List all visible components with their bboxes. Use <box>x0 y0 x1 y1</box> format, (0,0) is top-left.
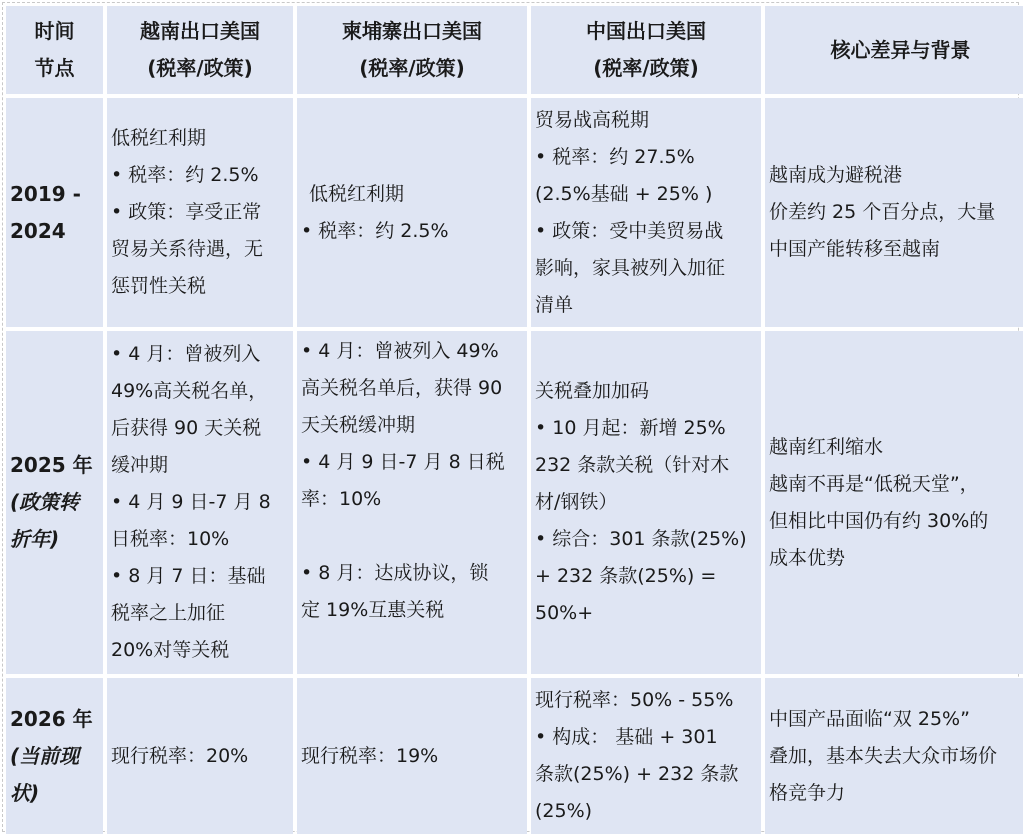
header-vietnam: 越南出口美国 (税率/政策) <box>107 6 293 94</box>
diff-cell: 越南红利缩水 越南不再是“低税天堂”， 但相比中国仍有约 30%的 成本优势 <box>765 331 1023 674</box>
cambodia-cell: 低税红利期 • 税率：约 2.5% <box>297 98 527 327</box>
china-cell: 现行税率：50% - 55% • 构成： 基础 + 301 条款(25%) + 232 条款 (25%) <box>531 678 761 834</box>
header-china: 中国出口美国 (税率/政策) <box>531 6 761 94</box>
header-time: 时间 节点 <box>6 6 103 94</box>
header-cambodia: 柬埔寨出口美国 (税率/政策) <box>297 6 527 94</box>
diff-cell: 中国产品面临“双 25%” 叠加，基本失去大众市场价 格竞争力 <box>765 678 1023 834</box>
china-cell: 贸易战高税期 • 税率：约 27.5% (2.5%基础 + 25% ) • 政策：受中美贸易战 影响，家具被列入加征 清单 <box>531 98 761 327</box>
cambodia-cell: • 4 月：曾被列入 49% 高关税名单后，获得 90 天关税缓冲期 • 4 月 9 日-7 月 8 日税 率：10% • 8 月：达成协议，锁 定 19%互惠关税 <box>297 331 527 674</box>
header-diff: 核心差异与背景 <box>765 6 1023 94</box>
header-row <box>6 6 1023 94</box>
time-cell: 2025 年 (政策转 折年) <box>6 331 103 674</box>
vietnam-cell: 现行税率：20% <box>107 678 293 834</box>
time-cell: 2026 年 (当前现 状) <box>6 678 103 834</box>
time-cell: 2019 - 2024 <box>6 98 103 327</box>
table-row <box>6 98 1023 327</box>
diff-cell: 越南成为避税港 价差约 25 个百分点，大量 中国产能转移至越南 <box>765 98 1023 327</box>
vietnam-cell: 低税红利期 • 税率：约 2.5% • 政策：享受正常 贸易关系待遇，无 惩罚性关税 <box>107 98 293 327</box>
china-cell: 关税叠加加码 • 10 月起：新增 25% 232 条款关税（针对木 材/钢铁） • 综合：301 条款(25%) + 232 条款(25%) = 50%+ <box>531 331 761 674</box>
table-row <box>6 331 1023 674</box>
table-row <box>6 678 1023 834</box>
tariff-comparison-table <box>2 2 1023 838</box>
cambodia-cell: 现行税率：19% <box>297 678 527 834</box>
vietnam-cell: • 4 月：曾被列入 49%高关税名单， 后获得 90 天关税 缓冲期 • 4 月 9 日-7 月 8 日税率：10% • 8 月 7 日：基础 税率之上加征 20%对等关税 <box>107 331 293 674</box>
